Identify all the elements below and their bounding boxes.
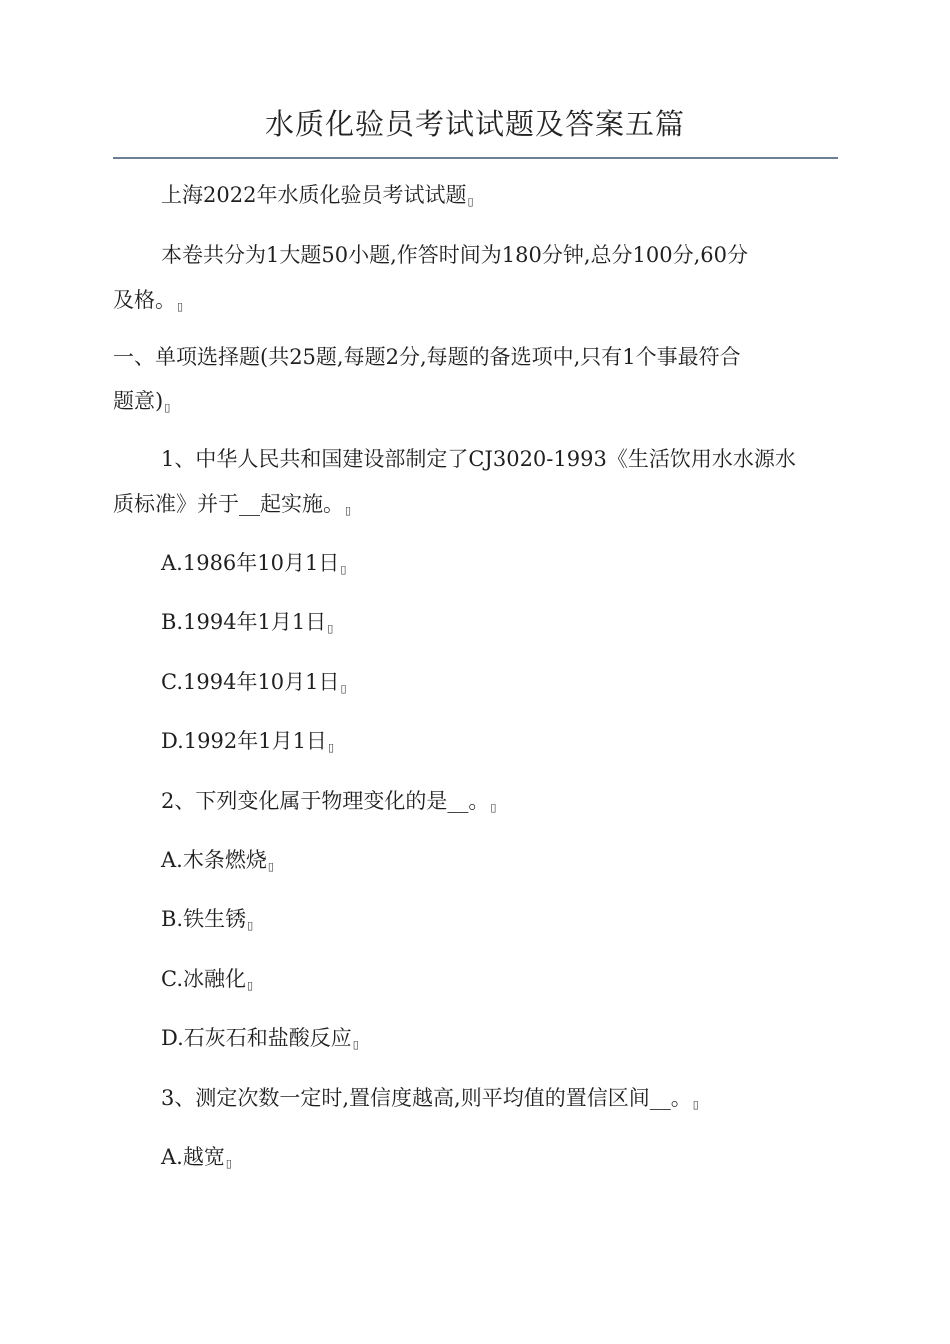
exam-info-line-1: 本卷共分为1大题50小题,作答时间为180分钟,总分100分,60分 [161, 243, 748, 267]
paragraph-mark-icon: ▯ [692, 1098, 699, 1111]
question-2: 2、下列变化属于物理变化的是__。▯ [161, 789, 497, 814]
paragraph-mark-icon: ▯ [340, 563, 347, 576]
paragraph-mark-icon: ▯ [467, 195, 474, 208]
paragraph-mark-icon: ▯ [340, 682, 347, 695]
question-3: 3、测定次数一定时,置信度越高,则平均值的置信区间__。▯ [161, 1086, 699, 1111]
paragraph-mark-icon: ▯ [345, 504, 352, 517]
exam-info-line-2: 及格。▯ [113, 288, 184, 313]
document-title: 水质化验员考试试题及答案五篇 [264, 107, 685, 141]
q1-option-d: D.1992年1月1日▯ [161, 729, 334, 754]
q1-option-a: A.1986年10月1日▯ [161, 551, 347, 576]
q2-option-b: B.铁生锈▯ [161, 907, 254, 932]
paragraph-mark-icon: ▯ [327, 622, 334, 635]
paragraph-mark-icon: ▯ [247, 919, 254, 932]
exam-heading: 上海2022年水质化验员考试试题▯ [161, 183, 474, 208]
q2-option-d: D.石灰石和盐酸反应▯ [161, 1026, 359, 1051]
q2-option-c: C.冰融化▯ [161, 967, 254, 992]
question-1-line-1: 1、中华人民共和国建设部制定了CJ3020-1993《生活饮用水水源水 [161, 447, 796, 471]
title-divider [113, 157, 838, 159]
paragraph-mark-icon: ▯ [177, 300, 184, 313]
question-1-line-2: 质标准》并于__起实施。▯ [113, 492, 352, 517]
paragraph-mark-icon: ▯ [225, 1157, 232, 1170]
paragraph-mark-icon: ▯ [352, 1038, 359, 1051]
q1-option-c: C.1994年10月1日▯ [161, 670, 347, 695]
paragraph-mark-icon: ▯ [267, 860, 274, 873]
paragraph-mark-icon: ▯ [327, 741, 334, 754]
paragraph-mark-icon: ▯ [490, 801, 497, 814]
section-heading-line-2: 题意)▯ [113, 389, 171, 414]
paragraph-mark-icon: ▯ [247, 979, 254, 992]
paragraph-mark-icon: ▯ [164, 401, 171, 414]
q1-option-b: B.1994年1月1日▯ [161, 610, 334, 635]
section-heading-line-1: 一、单项选择题(共25题,每题2分,每题的备选项中,只有1个事最符合 [113, 345, 741, 369]
q2-option-a: A.木条燃烧▯ [161, 848, 274, 873]
q3-option-a: A.越宽▯ [161, 1145, 232, 1170]
